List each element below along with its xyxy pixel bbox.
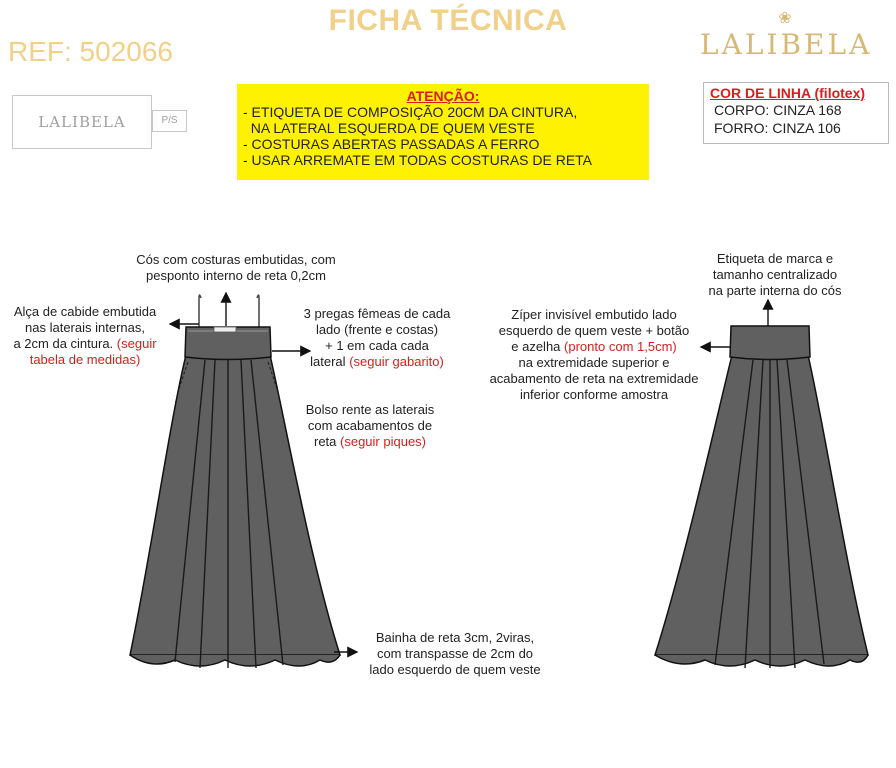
page-title: FICHA TÉCNICA — [328, 4, 568, 37]
thread-color-line: CORPO: CINZA 168 — [714, 102, 842, 118]
attention-line: NA LATERAL ESQUERDA DE QUEM VESTE — [243, 120, 535, 136]
brand-name: LALIBELA — [700, 28, 873, 61]
inner-label — [214, 327, 236, 332]
size-tag-box: P/S — [152, 110, 187, 132]
back-waistband — [730, 326, 810, 360]
attention-line: - USAR ARREMATE EM TODAS COSTURAS DE RETA — [243, 152, 593, 168]
note-hanger: Alça de cabide embutida nas laterais internas, a 2cm da cintura. (seguir tabela de medidas) — [13, 304, 157, 367]
note-pocket: Bolso rente as laterais com acabamentos de reta (seguir piques) — [305, 402, 435, 449]
thread-color-line: FORRO: CINZA 106 — [714, 120, 841, 136]
note-hem: Bainha de reta 3cm, 2viras, com transpasse de 2cm do lado esquerdo de quem veste — [369, 630, 541, 677]
note-pleats: 3 pregas fêmeas de cada lado (frente e costas) + 1 em cada cada lateral (seguir gabarito) — [303, 306, 451, 369]
hanger-loop — [199, 298, 259, 330]
bee-icon: ❀ — [778, 10, 792, 27]
note-zipper: Zíper invisível embutido lado esquerdo de quem veste + botão e azelha (pronto com 1,5cm) na extremidade superior e acabamento de reta na extremidade inferior conforme amostra — [489, 307, 699, 402]
note-brand-label: Etiqueta de marca e tamanho centralizado na parte interna do cós — [708, 251, 842, 298]
attention-title: ATENÇÃO: — [406, 88, 480, 104]
front-skirt-body — [130, 355, 340, 655]
attention-line: - ETIQUETA DE COMPOSIÇÃO 20CM DA CINTURA, — [243, 104, 578, 120]
note-waistband: Cós com costuras embutidas, com pesponto interno de reta 0,2cm — [136, 252, 336, 283]
attention-line: - COSTURAS ABERTAS PASSADAS A FERRO — [243, 136, 540, 152]
thread-color-title: COR DE LINHA (filotex) — [710, 85, 866, 101]
reference-code: REF: 502066 — [8, 36, 173, 67]
label-brand: LALIBELA — [38, 113, 126, 131]
